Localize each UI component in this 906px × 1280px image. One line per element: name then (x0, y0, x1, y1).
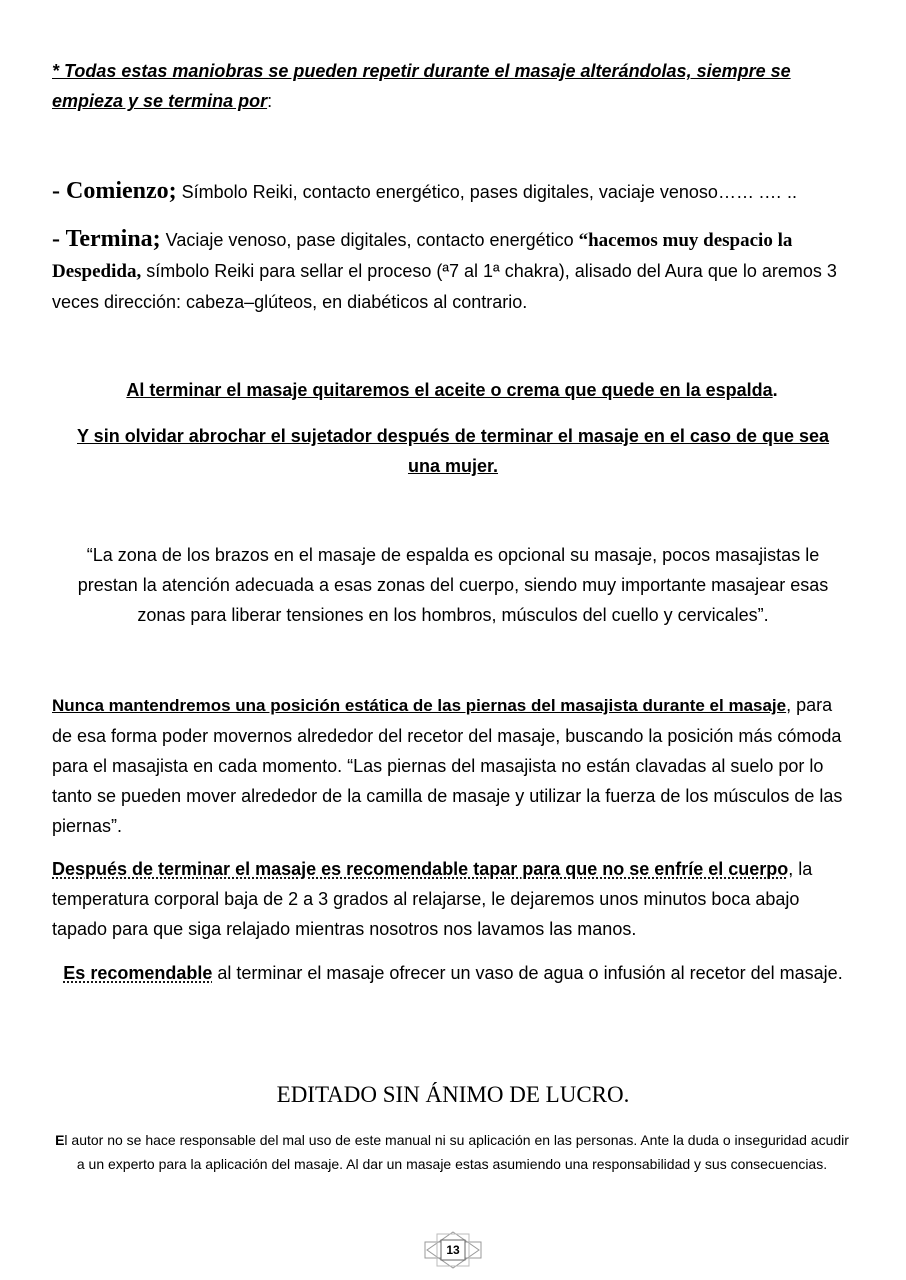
arms-quote-text: “La zona de los brazos en el masaje de espalda es opcional su masaje, pocos masajistas le prestan la atención adecuada a esas zonas del cuerpo, siendo muy importante masajear esas zonas para liberar tensiones en los hombros, músculos del cuello y cervicales”. (77, 545, 829, 625)
page-number: 13 (446, 1243, 460, 1257)
oil-removal-text: Al terminar el masaje quitaremos el aceite o crema que quede en la espalda (126, 380, 773, 400)
disclaimer-text: l autor no se hace responsable del mal uso de este manual ni su aplicación en las personas. Ante la duda o inseguridad acudir a un experto para la aplicación del masaje. Al dar un masaje estas asumiendo una responsabilidad y sus consecuencias. (64, 1132, 849, 1172)
start-sequence (52, 176, 852, 207)
start-text: Símbolo Reiki, contacto energético, pases digitales, vaciaje venoso…… .… .. (176, 182, 797, 202)
legs-paragraph (52, 690, 852, 841)
nonprofit-title: EDITADO SIN ÁNIMO DE LUCRO. (276, 1082, 630, 1107)
end-dash: - (52, 226, 66, 252)
arms-quote (62, 540, 844, 630)
disclaimer (52, 1128, 852, 1176)
bra-note (62, 421, 844, 481)
start-label: Comienzo; (66, 178, 177, 204)
page-number-badge (423, 1230, 483, 1270)
maneuvers-colon: : (267, 91, 273, 111)
end-text-a: Vaciaje venoso, pase digitales, contacto energético (160, 230, 579, 250)
disclaimer-initial: E (55, 1132, 65, 1148)
legs-lead: Nunca mantendremos una posición estática de las piernas del masajista durante el masaje (52, 696, 787, 715)
water-rest: al terminar el masaje ofrecer un vaso de agua o infusión al recetor del masaje. (212, 963, 843, 983)
legs-rest: , para de esa forma poder movernos alrededor del recetor del masaje, buscando la posición más cómoda para el masajista en cada momento. “Las piernas del masajista no están clavadas al suelo por lo tanto se pueden mover alrededor de la camilla de masaje y utilizar la fuerza de los músculos de las piernas”. (52, 695, 843, 836)
bra-note-text: Y sin olvidar abrochar el sujetador después de terminar el masaje en el caso de que sea una mujer. (77, 426, 829, 476)
cover-rest: , la temperatura corporal baja de 2 a 3 grados al relajarse, le dejaremos unos minutos boca abajo tapado para que siga relajado mientras nosotros nos lavamos las manos. (52, 859, 813, 939)
maneuvers-heading: * Todas estas maniobras se pueden repetir durante el masaje alterándolas, siempre se empieza y se termina por (52, 61, 791, 111)
maneuvers-note (52, 56, 852, 116)
cover-paragraph (52, 854, 852, 944)
start-dash: - (52, 178, 66, 204)
end-label: Termina; (65, 226, 161, 252)
oil-removal-note (52, 375, 852, 405)
cover-lead: Después de terminar el masaje es recomendable tapar para que no se enfríe el cuerpo (52, 859, 789, 879)
water-lead: Es recomendable (63, 963, 213, 983)
end-bold-part: “hacemos muy despacio la Despedida, (52, 230, 793, 282)
end-sequence (52, 224, 852, 317)
water-paragraph (62, 958, 844, 988)
oil-removal-period: . (772, 380, 778, 400)
end-text-b: símbolo Reiki para sellar el proceso (ª7 al 1ª chakra), alisado del Aura que lo aremos 3 veces dirección: cabeza–glúteos, en diabéticos al contrario. (52, 261, 837, 312)
